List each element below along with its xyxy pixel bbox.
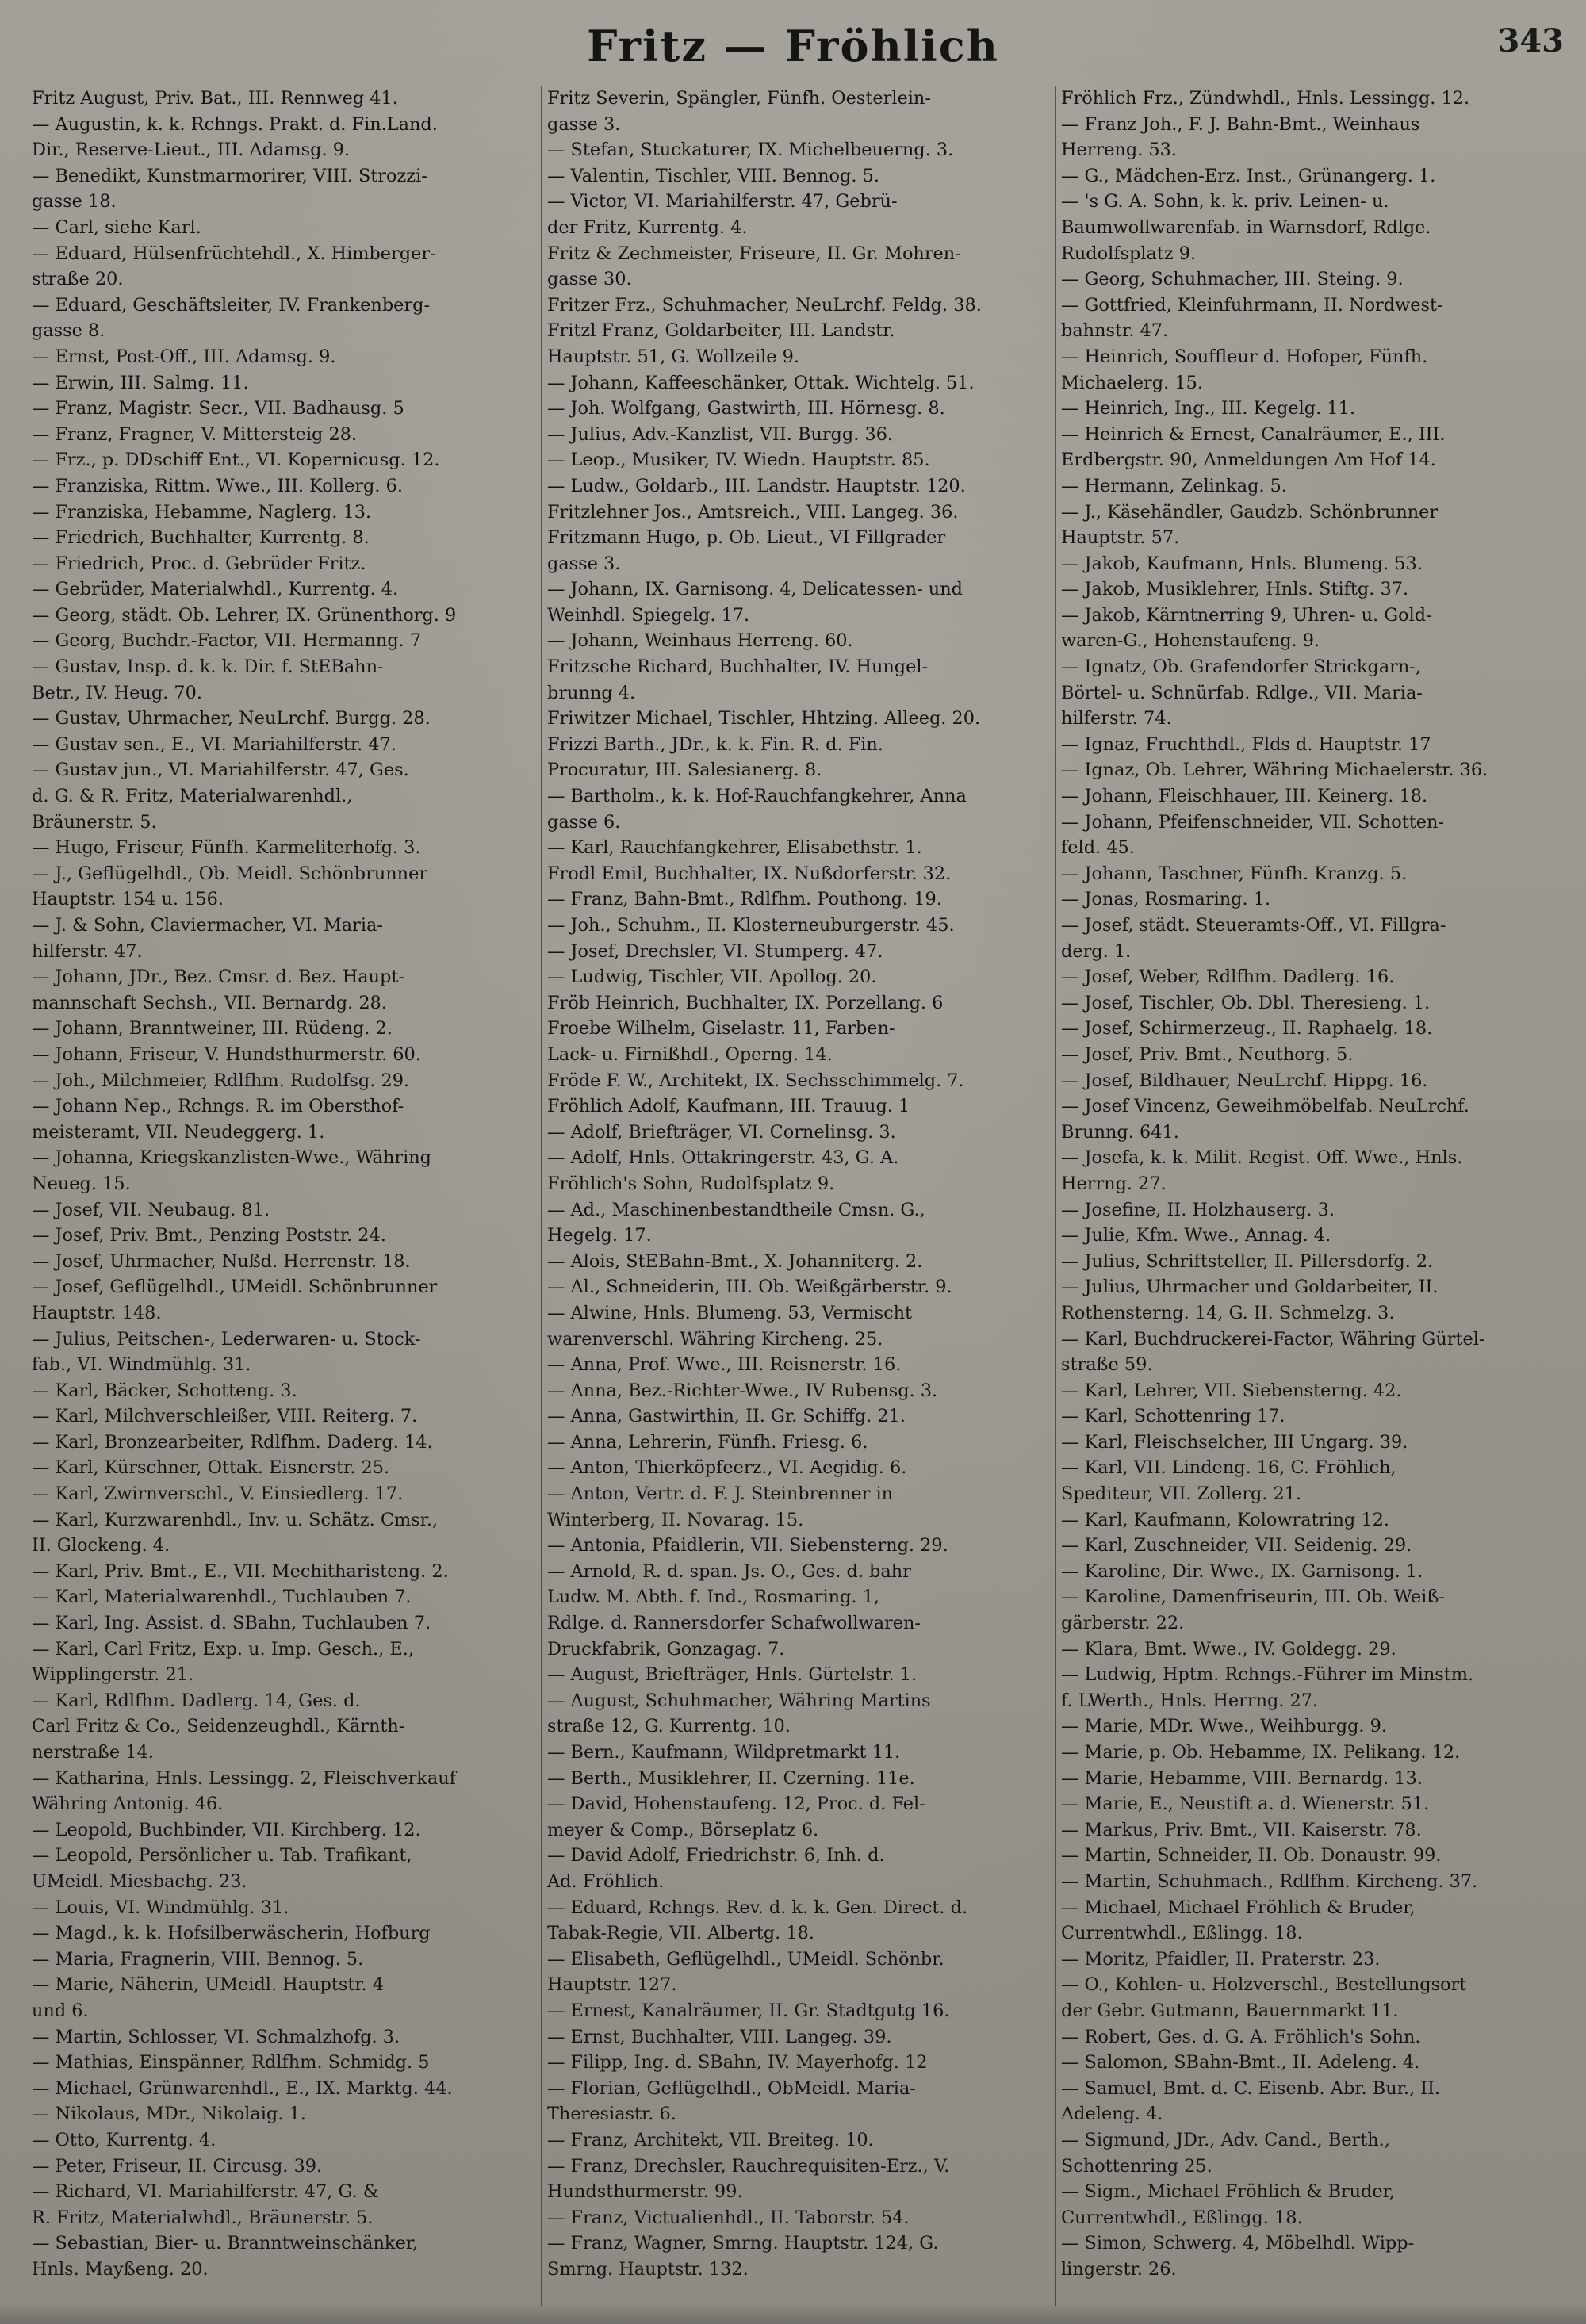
directory-entry: Betr., IV. Heug. 70. <box>32 682 203 703</box>
directory-entry: lingerstr. 26. <box>1061 2258 1177 2280</box>
directory-entry: Ad. Fröhlich. <box>547 1870 665 1892</box>
directory-entry: — Jonas, Rosmaring. 1. <box>1061 889 1271 910</box>
directory-entry: waren-G., Hohenstaufeng. 9. <box>1061 630 1320 652</box>
directory-entry: — Anton, Thierköpfeerz., VI. Aegidig. 6. <box>547 1457 907 1479</box>
directory-entry: feld. 45. <box>1061 837 1135 859</box>
directory-entry: Bräunerstr. 5. <box>32 811 157 833</box>
directory-entry: — Karoline, Damenfriseurin, III. Ob. Weiß- <box>1061 1587 1445 1608</box>
directory-entry: — Ernst, Buchhalter, VIII. Langeg. 39. <box>547 2026 892 2047</box>
directory-entry: straße 12, G. Kurrentg. 10. <box>547 1716 791 1737</box>
directory-entry: — Karl, Bäcker, Schotteng. 3. <box>32 1380 297 1401</box>
directory-entry: Währing Antonig. 46. <box>32 1794 224 1815</box>
directory-entry: — Ludwig, Tischler, VII. Apollog. 20. <box>547 967 877 988</box>
directory-entry: — Karl, Kaufmann, Kolowratring 12. <box>1061 1509 1389 1530</box>
directory-entry: — Ad., Maschinenbestandtheile Cmsn. G., <box>547 1199 925 1220</box>
directory-entry: Ludw. M. Abth. f. Ind., Rosmaring. 1, <box>547 1587 879 1608</box>
directory-entry: — Heinrich, Souffleur d. Hofoper, Fünfh. <box>1061 346 1428 367</box>
directory-entry: Tabak-Regie, VII. Albertg. 18. <box>547 1923 814 1944</box>
directory-entry: — Marie, E., Neustift a. d. Wienerstr. 51. <box>1061 1794 1430 1815</box>
directory-entry: — Louis, VI. Windmühlg. 31. <box>32 1897 289 1918</box>
directory-entry: Rdlge. d. Rannersdorfer Schafwollwaren- <box>547 1613 921 1634</box>
directory-entry: — Josef, Priv. Bmt., Neuthorg. 5. <box>1061 1043 1354 1065</box>
directory-entry: — Karl, Ing. Assist. d. SBahn, Tuchlauben 7. <box>32 1613 431 1634</box>
directory-entry: — Leopold, Buchbinder, VII. Kirchberg. 12. <box>32 1819 421 1840</box>
directory-entry: — Leopold, Persönlicher u. Tab. Trafikant, <box>32 1845 412 1866</box>
directory-entry: — Erwin, III. Salmg. 11. <box>32 372 249 393</box>
directory-entry: — Josef, VII. Neubaug. 81. <box>32 1199 270 1220</box>
directory-entry: — Filipp, Ing. d. SBahn, IV. Mayerhofg. 12 <box>547 2052 928 2073</box>
directory-entry: — Anton, Vertr. d. F. J. Steinbrenner in <box>547 1484 894 1505</box>
directory-entry: — Johann, Taschner, Fünfh. Kranzg. 5. <box>1061 863 1408 884</box>
directory-entry: — Peter, Friseur, II. Circusg. 39. <box>32 2155 323 2177</box>
directory-entry: meisteramt, VII. Neudeggerg. 1. <box>32 1121 325 1143</box>
directory-entry: — Ernest, Kanalräumer, II. Gr. Stadtgutg 16. <box>547 2000 950 2021</box>
directory-entry: Fröb Heinrich, Buchhalter, IX. Porzellang. 6 <box>547 992 944 1013</box>
directory-entry: gasse 8. <box>32 320 105 342</box>
directory-entry: Weinhdl. Spiegelg. 17. <box>547 604 750 626</box>
directory-entry: — Anna, Lehrerin, Fünfh. Friesg. 6. <box>547 1431 868 1453</box>
directory-entry: — Josef, Weber, Rdlfhm. Dadlerg. 16. <box>1061 967 1395 988</box>
directory-entry: — Johann Nep., Rchngs. R. im Obersthof- <box>32 1096 404 1117</box>
directory-entry: — J., Käsehändler, Gaudzb. Schönbrunner <box>1061 501 1439 523</box>
directory-entry: Herreng. 53. <box>1061 140 1178 161</box>
directory-entry: — Josef, Bildhauer, NeuLrchf. Hippg. 16. <box>1061 1070 1428 1091</box>
directory-entry: — Josefa, k. k. Milit. Regist. Off. Wwe., Hnls. <box>1061 1147 1463 1169</box>
page-number: 343 <box>1497 22 1564 59</box>
directory-entry: — Karl, Rdlfhm. Dadlerg. 14, Ges. d. <box>32 1690 361 1711</box>
directory-entry: — Mathias, Einspänner, Rdlfhm. Schmidg. 5 <box>32 2052 430 2073</box>
directory-entry: — Gustav jun., VI. Mariahilferstr. 47, Ges. <box>32 760 409 781</box>
directory-entry: — Sigmund, JDr., Adv. Cand., Berth., <box>1061 2129 1390 2150</box>
directory-entry: — Ludw., Goldarb., III. Landstr. Hauptstr. 120. <box>547 475 966 496</box>
directory-entry: — Victor, VI. Mariahilferstr. 47, Gebrü- <box>547 191 898 212</box>
directory-entry: — Karl, Fleischselcher, III Ungarg. 39. <box>1061 1431 1408 1453</box>
directory-entry: — Carl, siehe Karl. <box>32 216 201 238</box>
directory-entry: — Klara, Bmt. Wwe., IV. Goldegg. 29. <box>1061 1638 1396 1660</box>
directory-entry: — Josef, Geflügelhdl., UMeidl. Schönbrunner <box>32 1277 438 1298</box>
directory-entry: — Johanna, Kriegskanzlisten-Wwe., Währing <box>32 1147 432 1169</box>
directory-entry: Wipplingerstr. 21. <box>32 1664 194 1686</box>
directory-entry: Hauptstr. 51, G. Wollzeile 9. <box>547 346 800 367</box>
directory-entry: hilferstr. 74. <box>1061 708 1172 729</box>
directory-entry: — Franz, Magistr. Secr., VII. Badhausg. 5 <box>32 398 404 419</box>
directory-entry: — Julius, Peitschen-, Lederwaren- u. Stock- <box>32 1328 421 1350</box>
directory-entry: — David Adolf, Friedrichstr. 6, Inh. d. <box>547 1845 885 1866</box>
directory-entry: — Anna, Bez.-Richter-Wwe., IV Rubensg. 3. <box>547 1380 938 1401</box>
directory-entry: — Michael, Michael Fröhlich & Bruder, <box>1061 1897 1416 1918</box>
directory-entry: — Stefan, Stuckaturer, IX. Michelbeuerng. 3. <box>547 140 954 161</box>
directory-entry: — Gebrüder, Materialwhdl., Kurrentg. 4. <box>32 579 399 600</box>
directory-columns <box>27 86 1569 2306</box>
directory-entry: — Julius, Adv.-Kanzlist, VII. Burgg. 36. <box>547 423 894 445</box>
directory-entry: — Karoline, Dir. Wwe., IX. Garnisong. 1. <box>1061 1560 1423 1582</box>
directory-entry: Fritz August, Priv. Bat., III. Rennweg 41. <box>32 88 398 109</box>
directory-entry: — Augustin, k. k. Rchngs. Prakt. d. Fin.Land. <box>32 113 438 135</box>
directory-entry: — Heinrich, Ing., III. Kegelg. 11. <box>1061 398 1355 419</box>
directory-entry: — Josefine, II. Holzhauserg. 3. <box>1061 1199 1335 1220</box>
directory-entry: — Al., Schneiderin, III. Ob. Weißgärberstr. 9. <box>547 1277 952 1298</box>
directory-entry: — Samuel, Bmt. d. C. Eisenb. Abr. Bur., II. <box>1061 2077 1441 2099</box>
directory-entry: — Robert, Ges. d. G. A. Fröhlich's Sohn. <box>1061 2026 1421 2047</box>
directory-entry: fab., VI. Windmühlg. 31. <box>32 1354 251 1376</box>
directory-entry: — 's G. A. Sohn, k. k. priv. Leinen- u. <box>1061 191 1389 212</box>
directory-entry: — Josef, Uhrmacher, Nußd. Herrenstr. 18. <box>32 1250 411 1272</box>
directory-entry: — Karl, Carl Fritz, Exp. u. Imp. Gesch., E., <box>32 1638 414 1660</box>
directory-entry: warenverschl. Währing Kircheng. 25. <box>547 1328 883 1350</box>
directory-entry: gärberstr. 22. <box>1061 1613 1185 1634</box>
directory-entry: — Florian, Geflügelhdl., ObMeidl. Maria- <box>547 2077 916 2099</box>
directory-entry: — Franz Joh., F. J. Bahn-Bmt., Weinhaus <box>1061 113 1420 135</box>
directory-entry: Dir., Reserve-Lieut., III. Adamsg. 9. <box>32 140 351 161</box>
directory-entry: — Johann, IX. Garnisong. 4, Delicatessen- und <box>547 579 963 600</box>
directory-entry: Froebe Wilhelm, Giselastr. 11, Farben- <box>547 1018 895 1039</box>
directory-entry: — Michael, Grünwarenhdl., E., IX. Marktg. 44. <box>32 2077 453 2099</box>
directory-entry: Carl Fritz & Co., Seidenzeughdl., Kärnth- <box>32 1716 405 1737</box>
directory-entry: — Jakob, Kärntnerring 9, Uhren- u. Gold- <box>1061 604 1432 626</box>
directory-entry: — Josef Vincenz, Geweihmöbelfab. NeuLrchf. <box>1061 1096 1469 1117</box>
directory-entry: Hauptstr. 57. <box>1061 527 1180 549</box>
directory-entry: — Karl, Kurzwarenhdl., Inv. u. Schätz. Cmsr., <box>32 1509 439 1530</box>
directory-entry: der Gebr. Gutmann, Bauernmarkt 11. <box>1061 2000 1399 2021</box>
column-left <box>27 86 541 2306</box>
directory-entry: Brunng. 641. <box>1061 1121 1179 1143</box>
directory-entry: — Valentin, Tischler, VIII. Bennog. 5. <box>547 165 879 186</box>
directory-entry: — Julie, Kfm. Wwe., Annag. 4. <box>1061 1225 1331 1246</box>
directory-entry: — Gottfried, Kleinfuhrmann, II. Nordwest- <box>1061 294 1443 316</box>
directory-entry: — J. & Sohn, Claviermacher, VI. Maria- <box>32 915 383 936</box>
directory-entry: — Markus, Priv. Bmt., VII. Kaiserstr. 78. <box>1061 1819 1422 1840</box>
directory-entry: nerstraße 14. <box>32 1742 154 1763</box>
directory-entry: Fritzl Franz, Goldarbeiter, III. Landstr. <box>547 320 895 342</box>
directory-entry: — Ignaz, Fruchthdl., Flds d. Hauptstr. 17 <box>1061 733 1431 755</box>
directory-entry: Rudolfsplatz 9. <box>1061 243 1197 264</box>
directory-entry: Schottenring 25. <box>1061 2155 1212 2177</box>
directory-entry: — Jakob, Musiklehrer, Hnls. Stiftg. 37. <box>1061 579 1409 600</box>
directory-entry: Hauptstr. 154 u. 156. <box>32 889 224 910</box>
directory-entry: — Josef, Tischler, Ob. Dbl. Theresieng. 1. <box>1061 992 1431 1013</box>
directory-entry: gasse 6. <box>547 811 621 833</box>
directory-entry: Hauptstr. 148. <box>32 1302 162 1323</box>
directory-entry: — Johann, Fleischhauer, III. Keinerg. 18. <box>1061 786 1428 807</box>
directory-entry: — Anna, Prof. Wwe., III. Reisnerstr. 16. <box>547 1354 902 1376</box>
directory-entry: — Franz, Bahn-Bmt., Rdlfhm. Pouthong. 19. <box>547 889 942 910</box>
directory-entry: — Arnold, R. d. span. Js. O., Ges. d. bahr <box>547 1560 911 1582</box>
directory-entry: — Berth., Musiklehrer, II. Czerning. 11e. <box>547 1767 915 1789</box>
directory-entry: — Johann, Friseur, V. Hundsthurmerstr. 60. <box>32 1043 421 1065</box>
directory-entry: — Johann, Weinhaus Herreng. 60. <box>547 630 853 652</box>
directory-entry: — Nikolaus, MDr., Nikolaig. 1. <box>32 2104 306 2125</box>
directory-entry: — Franz, Victualienhdl., II. Taborstr. 54. <box>547 2207 910 2228</box>
directory-entry: UMeidl. Miesbachg. 23. <box>32 1870 247 1892</box>
directory-entry: — Jakob, Kaufmann, Hnls. Blumeng. 53. <box>1061 553 1423 574</box>
directory-entry: — Marie, MDr. Wwe., Weihburgg. 9. <box>1061 1716 1388 1737</box>
directory-entry: Lack- u. Firnißhdl., Operng. 14. <box>547 1043 833 1065</box>
directory-entry: Fritzer Frz., Schuhmacher, NeuLrchf. Feldg. 38. <box>547 294 982 316</box>
running-head: Fritz — Fröhlich <box>587 21 999 71</box>
directory-entry: — Johann, Branntweiner, III. Rüdeng. 2. <box>32 1018 393 1039</box>
directory-entry: — Marie, Hebamme, VIII. Bernardg. 13. <box>1061 1767 1423 1789</box>
directory-entry: Hundsthurmerstr. 99. <box>547 2181 743 2203</box>
directory-entry: — David, Hohenstaufeng. 12, Proc. d. Fel- <box>547 1794 925 1815</box>
directory-entry: — Karl, Schottenring 17. <box>1061 1406 1285 1427</box>
directory-entry: Erdbergstr. 90, Anmeldungen Am Hof 14. <box>1061 450 1436 471</box>
directory-entry: — Hermann, Zelinkag. 5. <box>1061 475 1288 496</box>
directory-entry: — Georg, Schuhmacher, III. Steing. 9. <box>1061 269 1404 290</box>
directory-entry: — Franz, Drechsler, Rauchrequisiten-Erz., V. <box>547 2155 950 2177</box>
directory-entry: — Johann, JDr., Bez. Cmsr. d. Bez. Haupt- <box>32 967 404 988</box>
directory-entry: — Georg, städt. Ob. Lehrer, IX. Grünenthorg. 9 <box>32 604 457 626</box>
directory-entry: Currentwhdl., Eßlingg. 18. <box>1061 2207 1303 2228</box>
directory-entry: Michaelerg. 15. <box>1061 372 1203 393</box>
directory-entry: gasse 18. <box>32 191 117 212</box>
directory-entry: — Karl, Milchverschleißer, VIII. Reiterg. 7. <box>32 1406 418 1427</box>
directory-entry: der Fritz, Kurrentg. 4. <box>547 216 748 238</box>
column-right <box>1055 86 1569 2306</box>
directory-entry: — Karl, Materialwarenhdl., Tuchlauben 7. <box>32 1587 412 1608</box>
directory-entry: — Leop., Musiker, IV. Wiedn. Hauptstr. 85. <box>547 450 930 471</box>
directory-entry: — August, Schuhmacher, Währing Martins <box>547 1690 931 1711</box>
directory-entry: Fröde F. W., Architekt, IX. Sechsschimmelg. 7. <box>547 1070 964 1091</box>
directory-entry: — Karl, Priv. Bmt., E., VII. Mechitharisteng. 2. <box>32 1560 449 1582</box>
directory-entry: Adeleng. 4. <box>1061 2104 1163 2125</box>
directory-entry: — J., Geflügelhdl., Ob. Meidl. Schönbrunner <box>32 863 428 884</box>
directory-entry: — Alwine, Hnls. Blumeng. 53, Vermischt <box>547 1302 913 1323</box>
directory-entry: Rothensterng. 14, G. II. Schmelzg. 3. <box>1061 1302 1395 1323</box>
directory-entry: — Eduard, Rchngs. Rev. d. k. k. Gen. Direct. d. <box>547 1897 968 1918</box>
directory-entry: — Sigm., Michael Fröhlich & Bruder, <box>1061 2181 1395 2203</box>
directory-entry: — Ignatz, Ob. Grafendorfer Strickgarn-, <box>1061 657 1421 678</box>
directory-entry: Baumwollwarenfab. in Warnsdorf, Rdlge. <box>1061 216 1431 238</box>
directory-entry: — Ernst, Post-Off., III. Adamsg. 9. <box>32 346 336 367</box>
directory-entry: Fröhlich Frz., Zündwhdl., Hnls. Lessingg. 12. <box>1061 88 1470 109</box>
directory-entry: — G., Mädchen-Erz. Inst., Grünangerg. 1. <box>1061 165 1436 186</box>
directory-entry: — Franziska, Hebamme, Naglerg. 13. <box>32 501 372 523</box>
directory-entry: — Johann, Pfeifenschneider, VII. Schotten- <box>1061 811 1444 833</box>
directory-entry: — Karl, Bronzearbeiter, Rdlfhm. Daderg. 14. <box>32 1431 433 1453</box>
directory-entry: — Anna, Gastwirthin, II. Gr. Schiffg. 21. <box>547 1406 906 1427</box>
directory-entry: straße 20. <box>32 269 124 290</box>
directory-entry: — Martin, Schuhmach., Rdlfhm. Kircheng. 37. <box>1061 1870 1478 1892</box>
directory-entry: — Heinrich & Ernest, Canalräumer, E., III. <box>1061 423 1446 445</box>
directory-entry: — Richard, VI. Mariahilferstr. 47, G. & <box>32 2181 379 2203</box>
directory-entry: — Friedrich, Buchhalter, Kurrentg. 8. <box>32 527 370 549</box>
directory-entry: — Franz, Fragner, V. Mittersteig 28. <box>32 423 358 445</box>
directory-entry: — Karl, Buchdruckerei-Factor, Währing Gürtel- <box>1061 1328 1485 1350</box>
directory-entry: Procuratur, III. Salesianerg. 8. <box>547 760 822 781</box>
directory-entry: — Martin, Schlosser, VI. Schmalzhofg. 3. <box>32 2026 400 2047</box>
directory-entry: Frizzi Barth., JDr., k. k. Fin. R. d. Fin. <box>547 733 883 755</box>
directory-entry: Theresiastr. 6. <box>547 2104 676 2125</box>
directory-entry: — Marie, Näherin, UMeidl. Hauptstr. 4 <box>32 1974 385 1996</box>
directory-entry: R. Fritz, Materialwhdl., Bräunerstr. 5. <box>32 2207 374 2228</box>
page-header <box>0 14 1586 78</box>
directory-entry: — Franziska, Rittm. Wwe., III. Kollerg. 6. <box>32 475 403 496</box>
directory-entry: — Karl, Zwirnverschl., V. Einsiedlerg. 17. <box>32 1484 404 1505</box>
directory-entry: — Adolf, Briefträger, VI. Cornelinsg. 3. <box>547 1121 896 1143</box>
directory-entry: gasse 30. <box>547 269 632 290</box>
directory-entry: bahnstr. 47. <box>1061 320 1169 342</box>
directory-entry: — Ludwig, Hptm. Rchngs.-Führer im Minstm. <box>1061 1664 1474 1686</box>
directory-entry: — Magd., k. k. Hofsilberwäscherin, Hofburg <box>32 1923 431 1944</box>
directory-entry: Herrng. 27. <box>1061 1173 1167 1194</box>
directory-entry: f. LWerth., Hnls. Herrng. 27. <box>1061 1690 1319 1711</box>
directory-entry: Hegelg. 17. <box>547 1225 652 1246</box>
directory-entry: Spediteur, VII. Zollerg. 21. <box>1061 1484 1302 1505</box>
directory-entry: — Josef, städt. Steueramts-Off., VI. Fillgra- <box>1061 915 1446 936</box>
directory-entry: Hnls. Mayßeng. 20. <box>32 2258 209 2280</box>
directory-entry: Hauptstr. 127. <box>547 1974 677 1996</box>
directory-entry: — Benedikt, Kunstmarmorirer, VIII. Strozzi- <box>32 165 427 186</box>
column-middle <box>541 86 1055 2306</box>
directory-entry: — Bartholm., k. k. Hof-Rauchfangkehrer, Anna <box>547 786 967 807</box>
directory-entry: — Joh., Milchmeier, Rdlfhm. Rudolfsg. 29. <box>32 1070 410 1091</box>
directory-entry: — Gustav sen., E., VI. Mariahilferstr. 47. <box>32 733 396 755</box>
directory-entry: Druckfabrik, Gonzagag. 7. <box>547 1638 785 1660</box>
directory-entry: — Friedrich, Proc. d. Gebrüder Fritz. <box>32 553 366 574</box>
directory-entry: und 6. <box>32 2000 89 2021</box>
directory-entry: Fritzlehner Jos., Amtsreich., VIII. Langeg. 36. <box>547 501 959 523</box>
directory-entry: derg. 1. <box>1061 940 1132 962</box>
directory-entry: — Karl, VII. Lindeng. 16, C. Fröhlich, <box>1061 1457 1396 1479</box>
directory-entry: — Alois, StEBahn-Bmt., X. Johanniterg. 2. <box>547 1250 923 1272</box>
directory-entry: brunng 4. <box>547 682 636 703</box>
directory-entry: — Bern., Kaufmann, Wildpretmarkt 11. <box>547 1742 901 1763</box>
directory-entry: — Marie, p. Ob. Hebamme, IX. Pelikang. 12. <box>1061 1742 1461 1763</box>
directory-entry: — Maria, Fragnerin, VIII. Bennog. 5. <box>32 1948 364 1970</box>
directory-entry: Fritzmann Hugo, p. Ob. Lieut., VI Fillgrader <box>547 527 946 549</box>
directory-entry: — Karl, Rauchfangkehrer, Elisabethstr. 1. <box>547 837 922 859</box>
directory-entry: gasse 3. <box>547 553 621 574</box>
directory-entry: — Franz, Wagner, Smrng. Hauptstr. 124, G. <box>547 2233 939 2254</box>
directory-entry: — Eduard, Hülsenfrüchtehdl., X. Himberger- <box>32 243 436 264</box>
directory-entry: — Frz., p. DDschiff Ent., VI. Kopernicusg. 12. <box>32 450 440 471</box>
directory-entry: — Josef, Schirmerzeug., II. Raphaelg. 18. <box>1061 1018 1433 1039</box>
directory-entry: — Katharina, Hnls. Lessingg. 2, Fleischverkauf <box>32 1767 456 1789</box>
directory-entry: mannschaft Sechsh., VII. Bernardg. 28. <box>32 992 387 1013</box>
directory-entry: Fritzsche Richard, Buchhalter, IV. Hungel- <box>547 657 929 678</box>
directory-entry: — Eduard, Geschäftsleiter, IV. Frankenberg- <box>32 294 431 316</box>
directory-entry: — August, Briefträger, Hnls. Gürtelstr. 1. <box>547 1664 918 1686</box>
directory-entry: — Karl, Lehrer, VII. Siebensterng. 42. <box>1061 1380 1402 1401</box>
directory-entry: straße 59. <box>1061 1354 1153 1376</box>
directory-entry: Smrng. Hauptstr. 132. <box>547 2258 749 2280</box>
directory-entry: — Ignaz, Ob. Lehrer, Währing Michaelerstr. 36. <box>1061 760 1488 781</box>
directory-entry: — Gustav, Insp. d. k. k. Dir. f. StEBahn- <box>32 657 384 678</box>
directory-entry: — Josef, Drechsler, VI. Stumperg. 47. <box>547 940 883 962</box>
directory-entry: Currentwhdl., Eßlingg. 18. <box>1061 1923 1303 1944</box>
directory-entry: Börtel- u. Schnürfab. Rdlge., VII. Maria- <box>1061 682 1423 703</box>
directory-entry: II. Glockeng. 4. <box>32 1535 170 1556</box>
directory-entry: Fritz & Zechmeister, Friseure, II. Gr. Mohren- <box>547 243 961 264</box>
directory-entry: — Johann, Kaffeeschänker, Ottak. Wichtelg. 51. <box>547 372 975 393</box>
directory-entry: — Otto, Kurrentg. 4. <box>32 2129 216 2150</box>
directory-entry: meyer & Comp., Börseplatz 6. <box>547 1819 819 1840</box>
directory-entry: Fröhlich's Sohn, Rudolfsplatz 9. <box>547 1173 835 1194</box>
directory-entry: — Hugo, Friseur, Fünfh. Karmeliterhofg. 3. <box>32 837 421 859</box>
directory-entry: gasse 3. <box>547 113 621 135</box>
directory-entry: — Joh. Wolfgang, Gastwirth, III. Hörnesg. 8. <box>547 398 945 419</box>
directory-entry: — Karl, Zuschneider, VII. Seidenig. 29. <box>1061 1535 1412 1556</box>
directory-entry: hilferstr. 47. <box>32 940 143 962</box>
directory-entry: Neueg. 15. <box>32 1173 131 1194</box>
directory-entry: — Julius, Uhrmacher und Goldarbeiter, II. <box>1061 1277 1439 1298</box>
directory-entry: — Martin, Schneider, II. Ob. Donaustr. 99. <box>1061 1845 1442 1866</box>
directory-entry: — O., Kohlen- u. Holzverschl., Bestellungsort <box>1061 1974 1467 1996</box>
directory-entry: — Moritz, Pfaidler, II. Praterstr. 23. <box>1061 1948 1381 1970</box>
directory-entry: Fröhlich Adolf, Kaufmann, III. Trauug. 1 <box>547 1096 910 1117</box>
directory-entry: — Gustav, Uhrmacher, NeuLrchf. Burgg. 28. <box>32 708 431 729</box>
directory-entry: — Adolf, Hnls. Ottakringerstr. 43, G. A. <box>547 1147 899 1169</box>
directory-entry: — Salomon, SBahn-Bmt., II. Adeleng. 4. <box>1061 2052 1420 2073</box>
directory-entry: Friwitzer Michael, Tischler, Hhtzing. Alleeg. 20. <box>547 708 981 729</box>
directory-entry: d. G. & R. Fritz, Materialwarenhdl., <box>32 786 353 807</box>
directory-entry: — Georg, Buchdr.-Factor, VII. Hermanng. 7 <box>32 630 422 652</box>
directory-entry: — Sebastian, Bier- u. Branntweinschänker, <box>32 2233 419 2254</box>
directory-entry: — Elisabeth, Geflügelhdl., UMeidl. Schönbr. <box>547 1948 944 1970</box>
directory-entry: — Franz, Architekt, VII. Breiteg. 10. <box>547 2129 874 2150</box>
directory-entry: — Josef, Priv. Bmt., Penzing Poststr. 24. <box>32 1225 386 1246</box>
directory-entry: — Julius, Schriftsteller, II. Pillersdorfg. 2. <box>1061 1250 1434 1272</box>
directory-entry: Fritz Severin, Spängler, Fünfh. Oesterlein- <box>547 88 931 109</box>
directory-entry: Winterberg, II. Novarag. 15. <box>547 1509 804 1530</box>
directory-entry: Frodl Emil, Buchhalter, IX. Nußdorferstr. 32. <box>547 863 952 884</box>
directory-entry: — Simon, Schwerg. 4, Möbelhdl. Wipp- <box>1061 2233 1415 2254</box>
page-edge-shadow <box>0 2303 1586 2324</box>
directory-entry: — Antonia, Pfaidlerin, VII. Siebensterng. 29. <box>547 1535 948 1556</box>
directory-entry: — Karl, Kürschner, Ottak. Eisnerstr. 25. <box>32 1457 390 1479</box>
directory-entry: — Joh., Schuhm., II. Klosterneuburgerstr. 45. <box>547 915 955 936</box>
